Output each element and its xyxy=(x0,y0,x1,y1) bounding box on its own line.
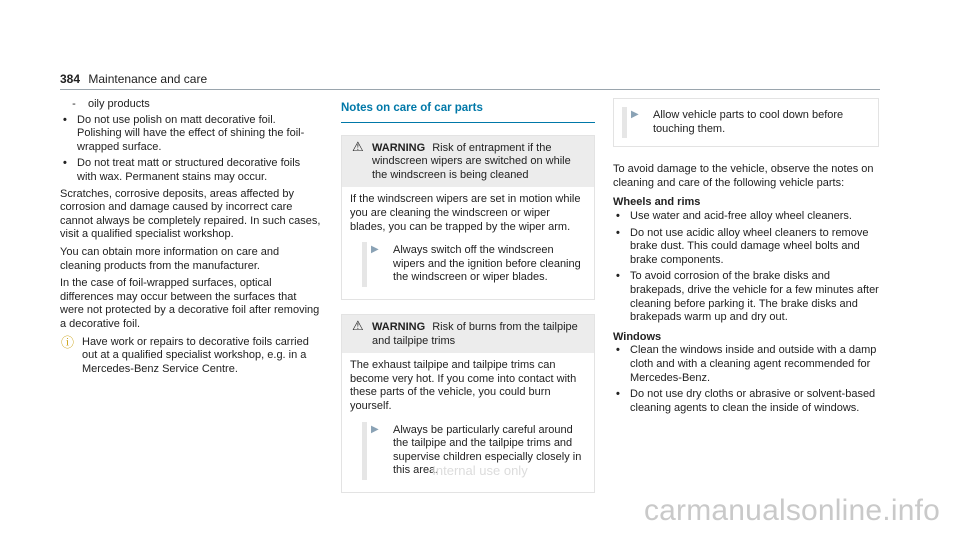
list-item: - oily products xyxy=(72,98,150,110)
bullet-icon: • xyxy=(616,209,620,222)
paragraph: Scratches, corrosive deposits, areas affected by corrosion and damage caused by incorrect care cannot always be completely repaired. In such cases, visit a qualified specialist workshop. xyxy=(60,187,321,241)
warning-header: ⚠ WARNING Risk of entrapment if the windscreen wipers are switched on while the windscreen is being cleaned xyxy=(342,136,594,188)
list-item: • Do not use acidic alloy wheel cleaners to remove brake dust. This could damage wheel bolts and brake components. xyxy=(616,226,869,266)
list-item: • Clean the windows inside and outside with a damp cloth and with a cleaning agent recommended for Mercedes-Benz. xyxy=(616,344,877,384)
section-heading: Notes on care of car parts xyxy=(341,102,595,123)
arrow-right-icon: ▶ xyxy=(371,423,379,435)
paragraph: In the case of foil-wrapped surfaces, optical differences may occur between the surfaces that were not protected by a decorative foil after removing a decorative foil. xyxy=(60,277,320,330)
column-right xyxy=(613,98,879,418)
warning-triangle-icon: ⚠ xyxy=(352,317,364,333)
arrow-right-icon: ▶ xyxy=(371,244,379,256)
bullet-icon: • xyxy=(616,344,620,357)
subheading-windows: Windows xyxy=(613,330,662,343)
info-note: ⓘ Have work or repairs to decorative foils carried out at a qualified specialist workshop, e.g. in a Mercedes-Benz Service Centre. xyxy=(61,334,309,375)
bullet-icon: • xyxy=(616,270,620,283)
internal-use-watermark: Internal use only xyxy=(432,463,528,478)
warning-body: The exhaust tailpipe and tailpipe trims can become very hot. If you come into contact with these parts of the vehicle, you could burn yourself. ▶ Always be particularly careful around the tailpipe and the tailpipe trims and supervise children especially closely in this area. xyxy=(342,353,594,492)
subheading-wheels: Wheels and rims xyxy=(613,196,701,209)
list-item: • To avoid corrosion of the brake disks and brakepads, drive the vehicle for a few minutes after cleaning before parking it. The brake disks and brakepads warm up and dry out. xyxy=(616,270,879,324)
page-header xyxy=(60,72,207,86)
warning-triangle-icon: ⚠ xyxy=(352,138,364,154)
list-item: • Do not use polish on matt decorative foil. Polishing will have the effect of shining the foil-wrapped surface. xyxy=(63,113,305,153)
warning-header: ⚠ WARNING Risk of burns from the tailpipe and tailpipe trims xyxy=(342,315,594,353)
bullet-icon: • xyxy=(616,226,620,239)
site-watermark: carmanualsonline.info xyxy=(643,494,940,527)
column-middle xyxy=(341,98,595,507)
warning-box xyxy=(341,135,595,300)
instruction-step: ▶ Always be particularly careful around the tailpipe and the tailpipe trims and supervise children especially closely in this area. xyxy=(362,422,586,480)
bullet-icon: • xyxy=(616,388,620,401)
paragraph: You can obtain more information on care and cleaning products from the manufacturer. xyxy=(60,245,280,272)
arrow-right-icon: ▶ xyxy=(631,109,639,120)
list-item: • Do not use dry cloths or abrasive or solvent-based cleaning agents to clean the inside of windows. xyxy=(616,388,876,414)
info-icon: ⓘ xyxy=(61,334,75,350)
warning-label: WARNING xyxy=(372,141,426,154)
paragraph: To avoid damage to the vehicle, observe the notes on cleaning and care of the following vehicle parts: xyxy=(613,163,874,189)
instruction-step: ▶ Always switch off the windscreen wipers and the ignition before cleaning the windscreen or wiper blades. xyxy=(362,242,586,287)
page-number: 384 xyxy=(60,72,81,86)
warning-body: If the windscreen wipers are set in motion while you are cleaning the windscreen or wiper blades, you can be trapped by the wiper arm. ▶ Always switch off the windscreen wipers and the ignition before cleaning the windscreen or wiper blades. xyxy=(342,187,594,299)
warning-continuation-box xyxy=(613,98,879,147)
bullet-icon: • xyxy=(63,157,67,170)
list-item: • Use water and acid-free alloy wheel cleaners. xyxy=(616,209,852,222)
list-item: • Do not treat matt or structured decorative foils with wax. Permanent stains may occur. xyxy=(63,157,301,183)
instruction-step: ▶ Allow vehicle parts to cool down before touching them. xyxy=(622,107,870,138)
header-divider xyxy=(60,89,880,90)
bullet-icon: • xyxy=(63,113,67,126)
section-title: Maintenance and care xyxy=(88,72,208,86)
warning-label: WARNING xyxy=(372,320,426,333)
column-left xyxy=(60,98,322,376)
